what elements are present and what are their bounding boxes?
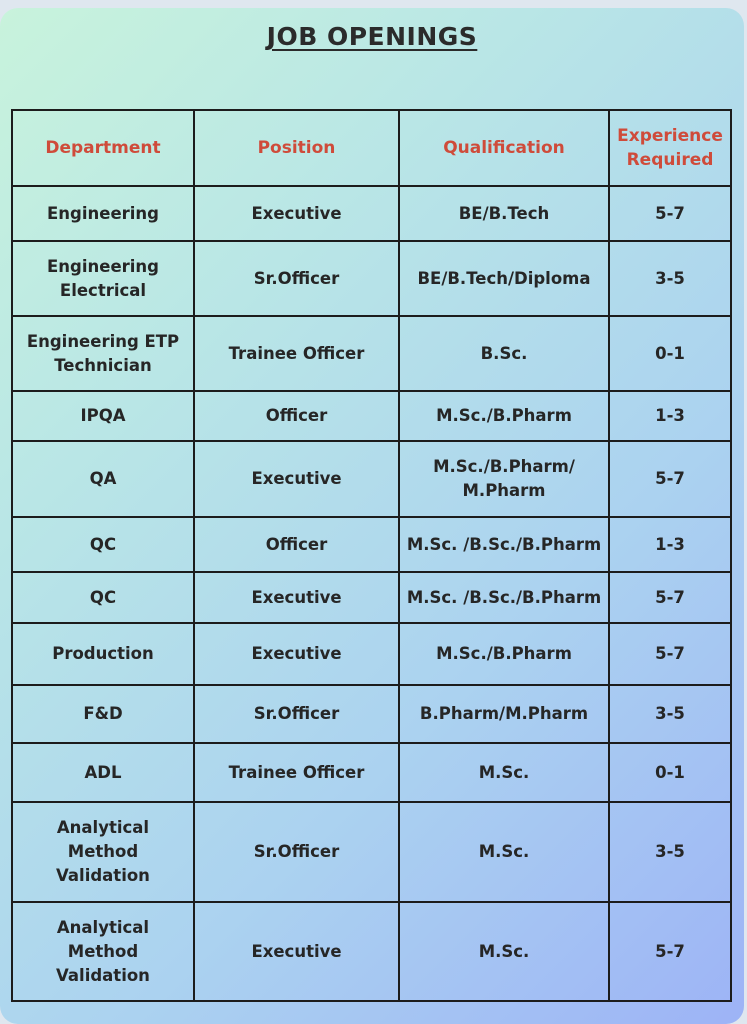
job-openings-card [0,8,744,1024]
cell-position: Executive [194,186,399,241]
table-row [12,241,731,316]
cell-department: Production [12,623,194,685]
table-header-row [12,110,731,186]
cell-experience: 0-1 [609,743,731,802]
cell-department: Engineering ETP Technician [12,316,194,391]
cell-experience: 1-3 [609,391,731,441]
cell-position: Sr.Officer [194,802,399,902]
cell-experience: 5-7 [609,902,731,1001]
table-row [12,391,731,441]
table-row [12,623,731,685]
header-qualification: Qualification [399,110,609,186]
cell-qualification: M.Sc. [399,743,609,802]
page-title [0,22,744,51]
cell-department: Analytical Method Validation [12,802,194,902]
table-row [12,743,731,802]
cell-experience: 5-7 [609,186,731,241]
cell-qualification: M.Sc./B.Pharm [399,623,609,685]
header-position: Position [194,110,399,186]
table-row [12,802,731,902]
cell-department: QA [12,441,194,517]
cell-position: Executive [194,572,399,623]
cell-department: F&D [12,685,194,743]
table-row [12,572,731,623]
cell-qualification: M.Sc./B.Pharm/ M.Pharm [399,441,609,517]
cell-qualification: M.Sc. /B.Sc./B.Pharm [399,572,609,623]
cell-position: Sr.Officer [194,685,399,743]
cell-experience: 5-7 [609,441,731,517]
cell-department: Engineering [12,186,194,241]
cell-position: Officer [194,391,399,441]
cell-position: Executive [194,623,399,685]
cell-qualification: B.Pharm/M.Pharm [399,685,609,743]
table-row [12,517,731,572]
cell-experience: 5-7 [609,572,731,623]
cell-experience: 1-3 [609,517,731,572]
cell-experience: 3-5 [609,685,731,743]
cell-department: QC [12,517,194,572]
table-row [12,685,731,743]
cell-department: QC [12,572,194,623]
cell-experience: 3-5 [609,241,731,316]
table-row [12,186,731,241]
cell-experience: 0-1 [609,316,731,391]
header-department: Department [12,110,194,186]
cell-qualification: M.Sc./B.Pharm [399,391,609,441]
cell-qualification: M.Sc. [399,802,609,902]
cell-position: Sr.Officer [194,241,399,316]
cell-position: Executive [194,902,399,1001]
header-experience: Experience Required [609,110,731,186]
cell-department: Engineering Electrical [12,241,194,316]
cell-qualification: M.Sc. [399,902,609,1001]
cell-position: Trainee Officer [194,743,399,802]
cell-department: IPQA [12,391,194,441]
cell-qualification: B.Sc. [399,316,609,391]
table-row [12,902,731,1001]
cell-qualification: BE/B.Tech/Diploma [399,241,609,316]
table-row [12,441,731,517]
job-openings-table [11,109,732,1002]
cell-experience: 3-5 [609,802,731,902]
page-title-text: JOB OPENINGS [266,22,478,51]
cell-department: Analytical Method Validation [12,902,194,1001]
cell-department: ADL [12,743,194,802]
table-row [12,316,731,391]
cell-position: Executive [194,441,399,517]
cell-position: Officer [194,517,399,572]
cell-qualification: M.Sc. /B.Sc./B.Pharm [399,517,609,572]
cell-position: Trainee Officer [194,316,399,391]
cell-experience: 5-7 [609,623,731,685]
cell-qualification: BE/B.Tech [399,186,609,241]
